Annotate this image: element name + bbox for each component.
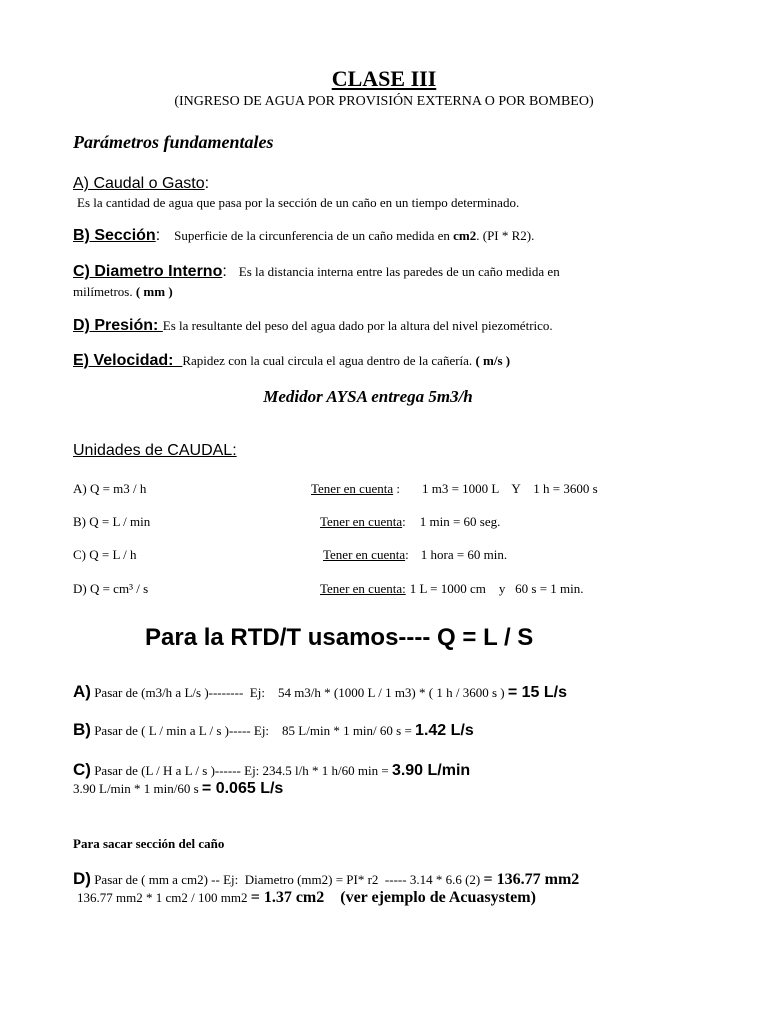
unit-note-label: Tener en cuenta:	[320, 581, 406, 596]
unit-note-value: 1 hora = 60 min.	[420, 547, 508, 562]
term-caudal-colon: :	[204, 175, 210, 192]
term-seccion	[73, 227, 534, 245]
example-c	[73, 760, 470, 780]
unit-row-b-note	[320, 514, 500, 530]
unit-note-sep: :	[402, 514, 406, 529]
unit-note-label: Tener en cuenta	[323, 547, 406, 562]
term-diametro-colon: :	[222, 263, 227, 280]
example-a-text: Pasar de (m3/h a L/s )-------- Ej: 54 m3/h * (1000 L / 1 m3) * ( 1 h / 3600 s )	[90, 685, 508, 700]
term-presion-def: Es la resultante del peso del agua dado por la altura del nivel piezométrico.	[162, 318, 553, 333]
unit-row-c-note	[323, 547, 507, 563]
term-diametro	[73, 263, 560, 281]
term-seccion-label: B) Sección	[73, 227, 156, 244]
page-subtitle: (INGRESO DE AGUA POR PROVISIÓN EXTERNA O POR BOMBEO)	[174, 94, 594, 109]
section-heading: Parámetros fundamentales	[73, 132, 274, 152]
example-b-result: 1.42 L/s	[415, 722, 474, 739]
unit-row-c: C) Q = L / h	[73, 547, 137, 562]
term-velocidad-label: E) Velocidad:	[73, 352, 183, 369]
example-d-note: (ver ejemplo de Acuasystem)	[324, 889, 536, 906]
unit-note-sep: :	[405, 547, 409, 562]
unit-row-d-note	[320, 581, 584, 597]
unit-row-a: A) Q = m3 / h	[73, 481, 147, 496]
term-diametro-def-line1: Es la distancia interna entre las paredes de un caño medida en	[238, 264, 560, 279]
term-presion-label: D) Presión:	[73, 317, 163, 334]
term-diametro-def-text: milímetros.	[73, 284, 136, 299]
term-diametro-def-line2	[73, 284, 173, 300]
term-seccion-colon: :	[155, 227, 161, 244]
term-seccion-def-text: Superficie de la circunferencia de un caño medida en	[174, 228, 454, 243]
unit-row-b: B) Q = L / min	[73, 514, 151, 529]
example-c-line2-result: = 0.065 L/s	[201, 780, 284, 797]
term-seccion-def-post: . (PI * R2).	[476, 228, 535, 243]
term-velocidad	[73, 352, 510, 370]
example-d-text: Pasar de ( mm a cm2) -- Ej: Diametro (mm2) = PI* r2 ----- 3.14 * 6.6 (2)	[90, 872, 484, 887]
example-b	[73, 720, 474, 740]
example-a-result: = 15 L/s	[507, 684, 567, 701]
term-caudal-def: Es la cantidad de agua que pasa por la sección de un caño en un tiempo determinado.	[77, 195, 520, 210]
term-velocidad-def: Rapidez con la cual circula el agua dentro de la cañería.	[182, 353, 476, 368]
rtd-formula-heading: Para la RTD/T usamos---- Q = L / S	[145, 624, 534, 651]
example-d-result: = 136.77 mm2	[483, 871, 580, 888]
seccion-heading: Para sacar sección del caño	[73, 836, 225, 851]
unit-note-value: 1 m3 = 1000 L Y 1 h = 3600 s	[421, 481, 598, 496]
example-a-label: A)	[73, 682, 91, 701]
term-caudal	[73, 175, 209, 193]
unit-note-value: 1 L = 1000 cm y 60 s = 1 min.	[409, 581, 584, 596]
example-c-line2-text: 3.90 L/min * 1 min/60 s	[73, 781, 202, 796]
units-heading: Unidades de CAUDAL:	[73, 442, 237, 459]
example-b-text: Pasar de ( L / min a L / s )----- Ej: 85 L/min * 1 min/ 60 s =	[90, 723, 416, 738]
unit-note-value: 1 min = 60 seg.	[419, 514, 501, 529]
page-title: CLASE III	[331, 66, 437, 91]
term-presion	[73, 317, 553, 335]
term-seccion-def-bold: cm2	[453, 228, 477, 243]
unit-row-d: D) Q = cm³ / s	[73, 581, 149, 596]
term-diametro-def-bold: ( mm )	[135, 284, 173, 299]
unit-row-a-note	[311, 481, 598, 497]
example-c-result: 3.90 L/min	[391, 762, 471, 779]
term-caudal-label: A) Caudal o Gasto	[73, 175, 205, 192]
example-d-line2-result: = 1.37 cm2	[250, 889, 325, 906]
example-d-line2-text: 136.77 mm2 * 1 cm2 / 100 mm2	[77, 890, 251, 905]
example-b-label: B)	[73, 720, 91, 739]
term-velocidad-def-bold: ( m/s )	[475, 353, 511, 368]
unit-note-sep: :	[393, 481, 400, 496]
example-d-label: D)	[73, 869, 91, 888]
unit-note-label: Tener en cuenta	[311, 481, 394, 496]
example-d-line2	[77, 889, 536, 907]
example-d	[73, 869, 579, 889]
example-a	[73, 682, 567, 702]
example-c-label: C)	[73, 760, 91, 779]
term-seccion-def	[174, 228, 534, 243]
example-c-text: Pasar de (L / H a L / s )------ Ej: 234.5 l/h * 1 h/60 min =	[90, 763, 392, 778]
medidor-note: Medidor AYSA entrega 5m3/h	[263, 387, 473, 406]
term-diametro-label: C) Diametro Interno	[73, 263, 223, 280]
example-c-line2	[73, 780, 283, 798]
unit-note-label: Tener en cuenta	[320, 514, 403, 529]
